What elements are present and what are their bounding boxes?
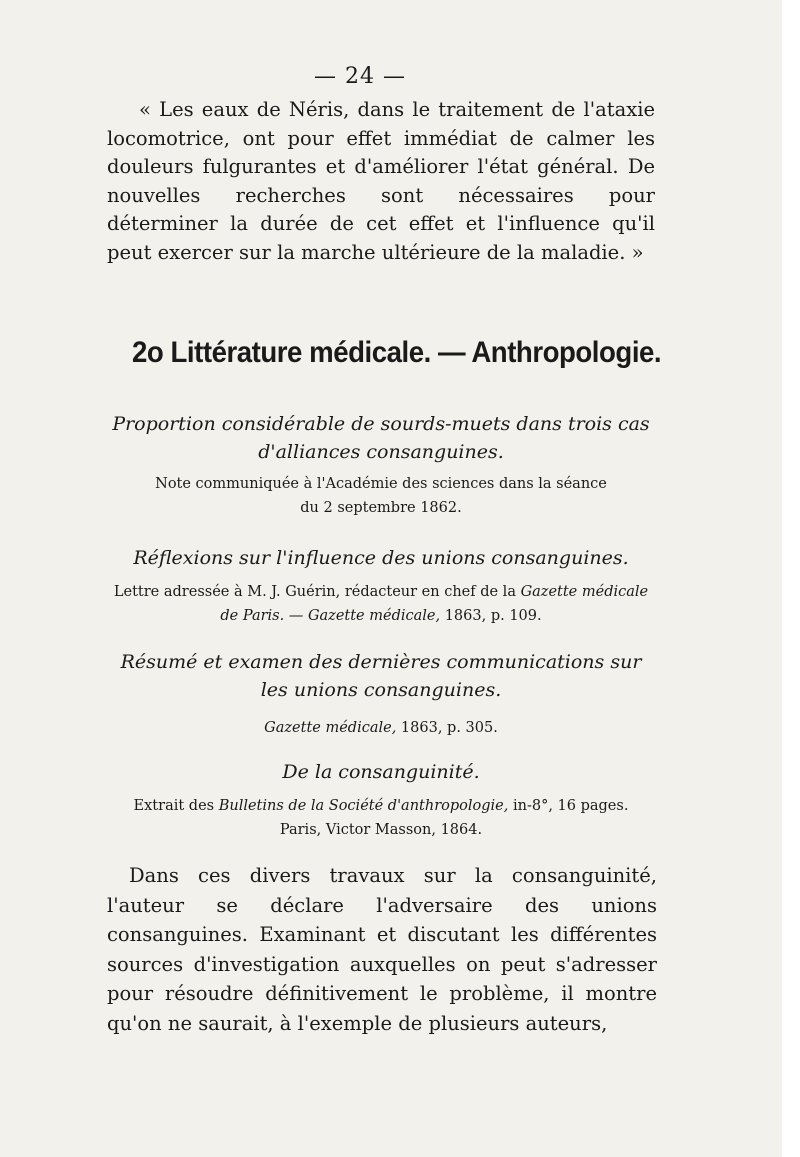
work-title: De la consanguinité. (282, 761, 480, 783)
page-number: — 24 — (314, 64, 406, 89)
journal-name: Gazette médicale (520, 584, 649, 600)
work-title: Résumé et examen des dernières communications sur les unions consanguines. (120, 651, 642, 701)
work-entry (107, 544, 655, 628)
work-title: Proportion considérable de sourds-muets dans trois cas d'alliances consanguines. (112, 413, 650, 463)
work-note (107, 794, 655, 842)
work-entry (107, 758, 655, 842)
work-note-text: Lettre adressée à M. J. Guérin, rédacteur en chef de la (113, 584, 516, 600)
work-note (107, 716, 655, 740)
quote-text: « Les eaux de Néris, dans le traitement de l'ataxie locomotrice, ont pour effet immédiat de calmer les douleurs fulgurantes et d'améliorer l'état général. De nouvelles recherches sont nécessaires pour déterminer la durée de cet effet et l'influence qu'il peut exercer sur la marche ultérieure de la maladie. » (107, 98, 655, 264)
work-note-line: Note communiquée à l'Académie des sciences dans la séance (155, 476, 607, 492)
work-entry (107, 410, 655, 520)
section-heading: 2o Littérature médicale. — Anthropologie. (132, 336, 662, 369)
quote-paragraph (107, 96, 655, 267)
work-title: Réflexions sur l'influence des unions consanguines. (133, 547, 629, 569)
journal-name: de Paris. — Gazette médicale, (220, 608, 441, 624)
work-note-text: Extrait des (133, 798, 215, 814)
body-paragraph (107, 861, 657, 1038)
work-note-text: 1863, p. 305. (400, 720, 498, 736)
work-note (107, 472, 655, 520)
publisher-line: Paris, Victor Masson, 1864. (279, 822, 483, 838)
bulletin-name: Bulletins de la Société d'anthropologie, (218, 798, 509, 814)
work-entry (107, 648, 655, 740)
journal-name: Gazette médicale, (264, 720, 397, 736)
work-note (107, 580, 655, 628)
work-note-text: 1863, p. 109. (444, 608, 542, 624)
work-note-line: du 2 septembre 1862. (300, 500, 462, 516)
body-text: Dans ces divers travaux sur la consanguinité, l'auteur se déclare l'adversaire des unions consanguines. Examinant et discutant les différentes sources d'investigation auxquelles on peut s'adresser pour résoudre définitivement le problème, il montre qu'on ne saurait, à l'exemple de plusieurs auteurs, (107, 864, 657, 1035)
work-note-text: in-8°, 16 pages. (512, 798, 629, 814)
